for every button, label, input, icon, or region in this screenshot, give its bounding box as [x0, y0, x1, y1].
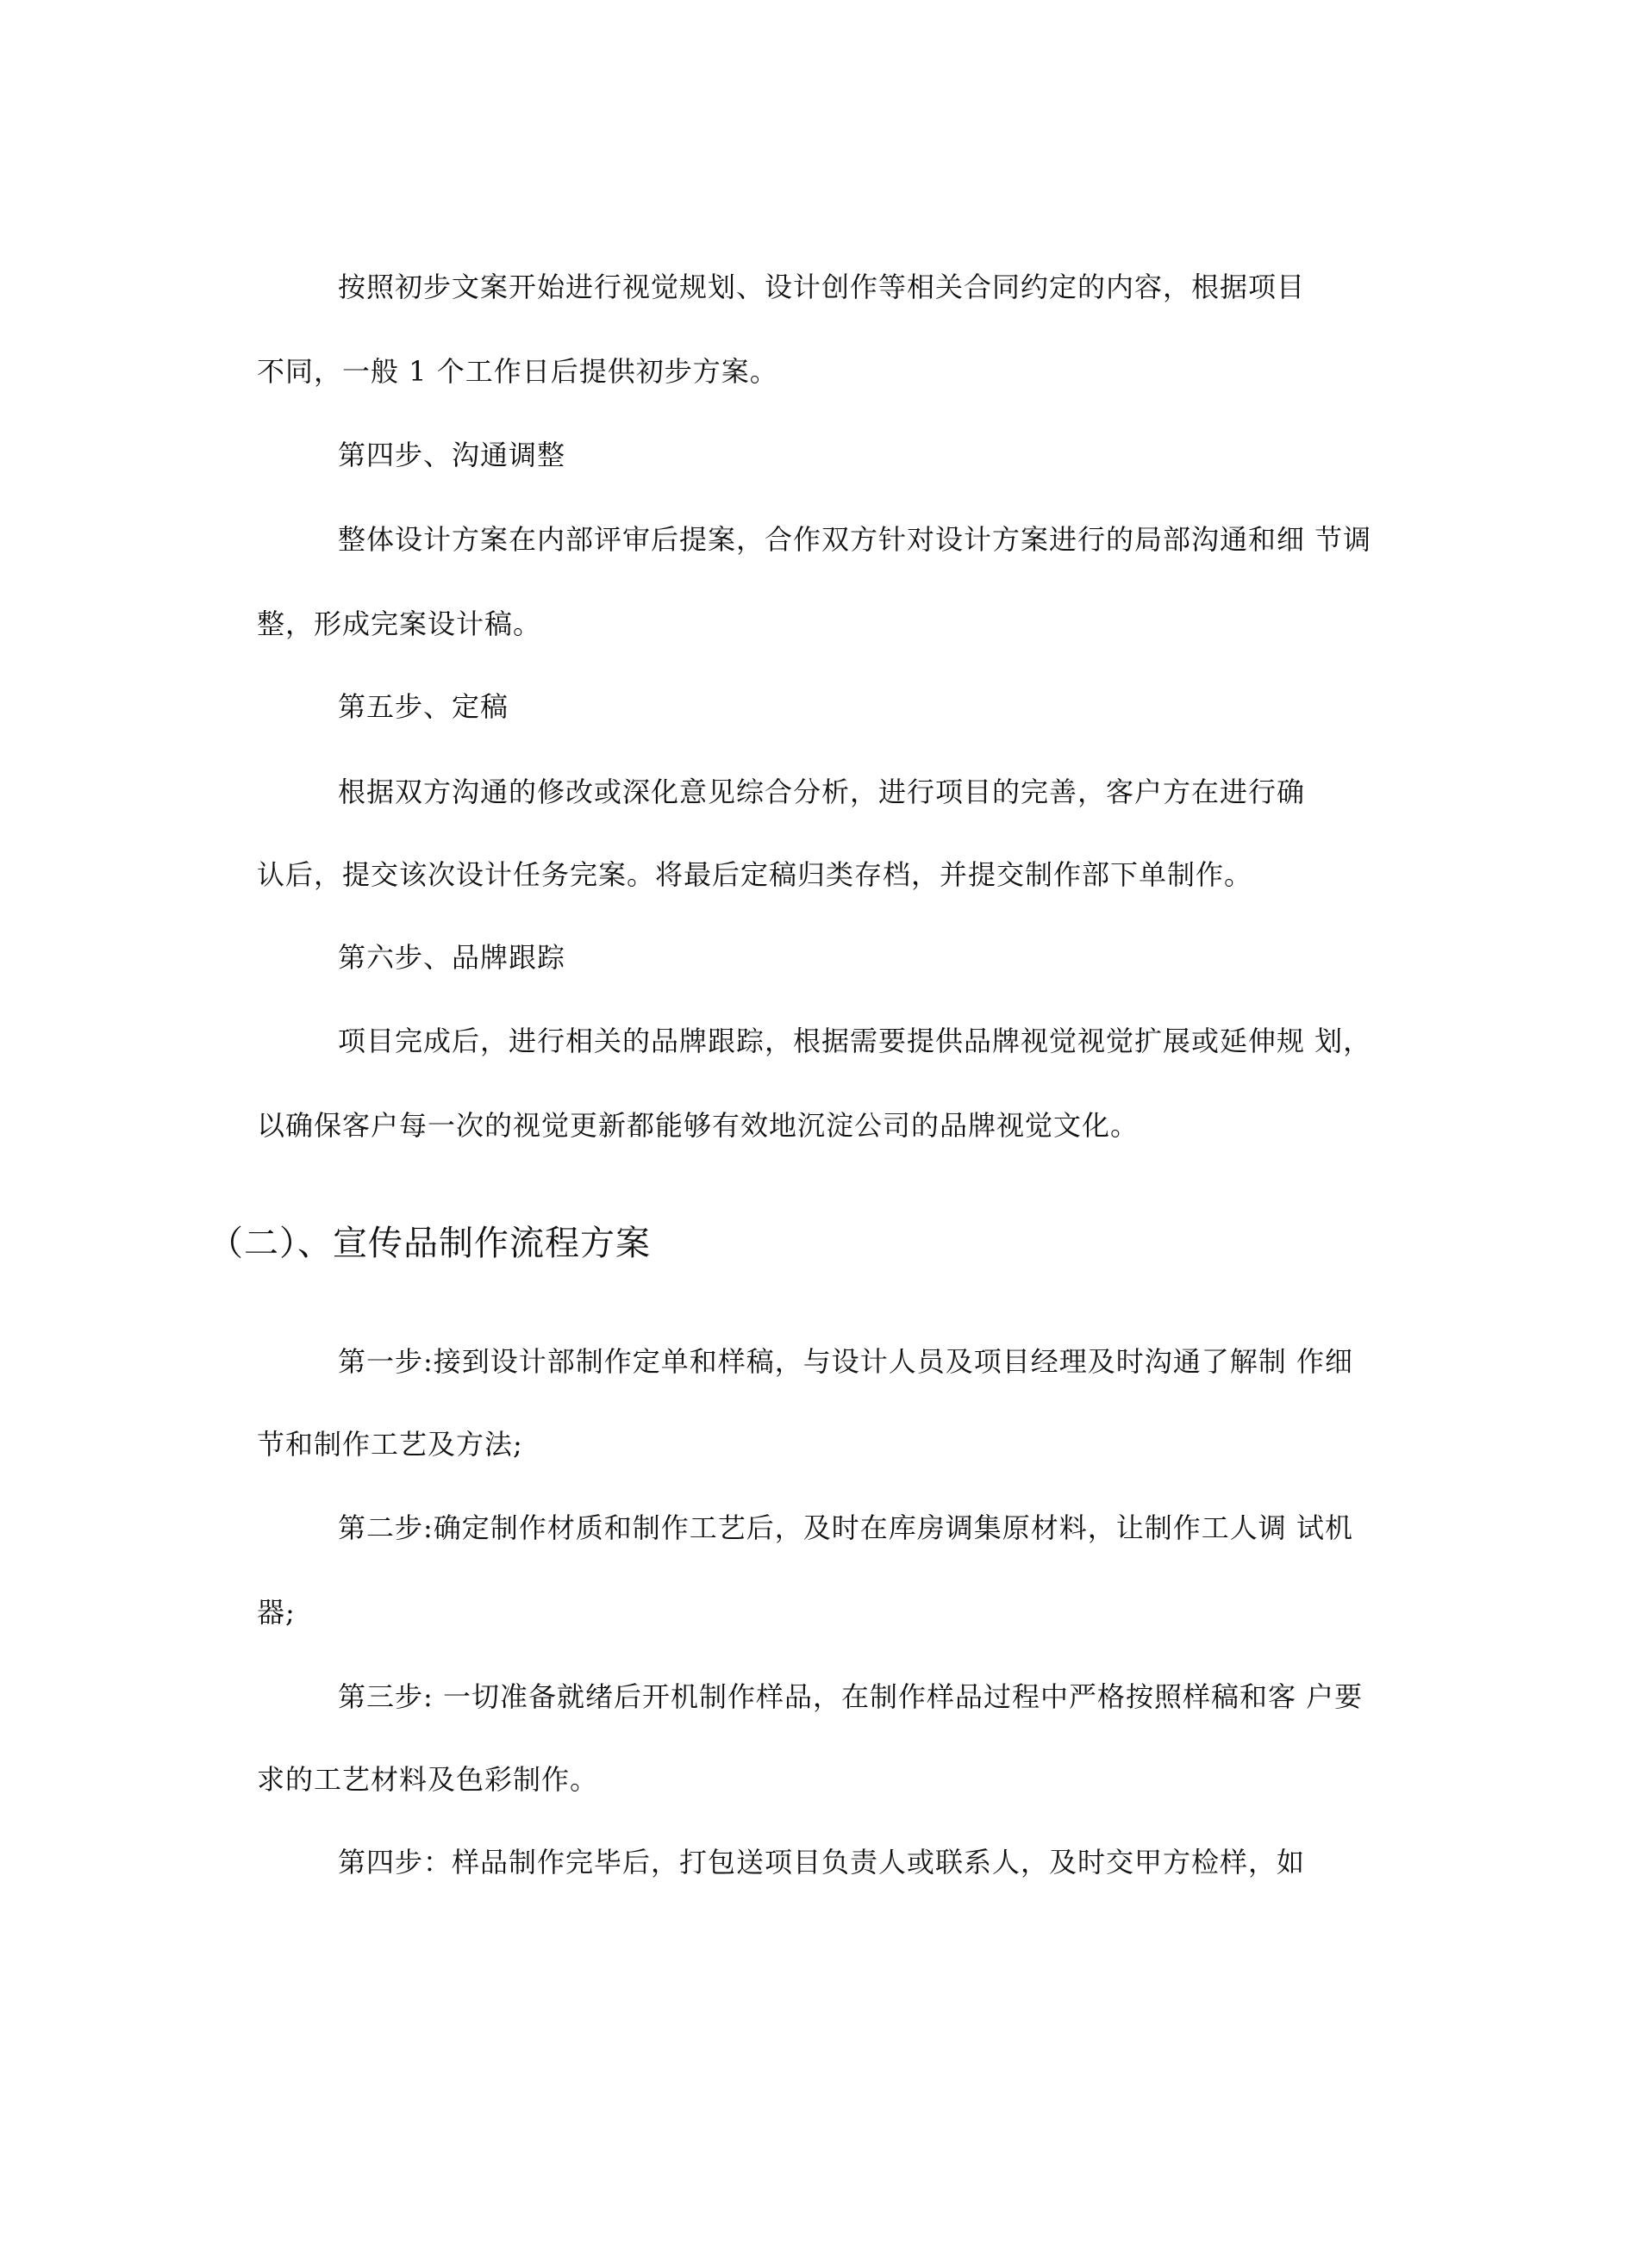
step-title: 第五步、定稿 [338, 690, 509, 723]
paragraph-line: 整，形成完案设计稿。 [257, 608, 542, 640]
paragraph-line: 不同，一般 1 个工作日后提供初步方案。 [257, 355, 778, 388]
paragraph-line: 根据双方沟通的修改或深化意见综合分析，进行项目的完善，客户方在进行确 [338, 776, 1306, 808]
paragraph-line: 第一步:接到设计部制作定单和样稿，与设计人员及项目经理及时沟通了解制 作细 [338, 1345, 1353, 1378]
paragraph-line: 器; [257, 1596, 296, 1629]
paragraph-line: 求的工艺材料及色彩制作。 [257, 1763, 599, 1796]
paragraph-line: 第四步：样品制作完毕后，打包送项目负责人或联系人，及时交甲方检样，如 [338, 1846, 1306, 1879]
step-title: 第四步、沟通调整 [338, 439, 566, 471]
paragraph-line: 项目完成后，进行相关的品牌跟踪，根据需要提供品牌视觉视觉扩展或延伸规 划， [338, 1025, 1372, 1057]
step-title: 第六步、品牌跟踪 [338, 941, 566, 974]
paragraph-line: 第三步: 一切准备就绪后开机制作样品，在制作样品过程中严格按照样稿和客 户要 [338, 1680, 1364, 1713]
paragraph-line: 第二步:确定制作材质和制作工艺后，及时在库房调集原材料，让制作工人调 试机 [338, 1511, 1353, 1544]
paragraph-line: 认后，提交该次设计任务完案。将最后定稿归类存档，并提交制作部下单制作。 [257, 858, 1253, 891]
paragraph-line: 整体设计方案在内部评审后提案，合作双方针对设计方案进行的局部沟通和细 节调 [338, 523, 1372, 556]
paragraph-line: 以确保客户每一次的视觉更新都能够有效地沉淀公司的品牌视觉文化。 [257, 1109, 1140, 1142]
paragraph-line: 节和制作工艺及方法; [257, 1428, 523, 1461]
section-heading: （二）、宣传品制作流程方案 [209, 1224, 651, 1263]
paragraph-line: 按照初步文案开始进行视觉规划、设计创作等相关合同约定的内容，根据项目 [338, 271, 1306, 303]
